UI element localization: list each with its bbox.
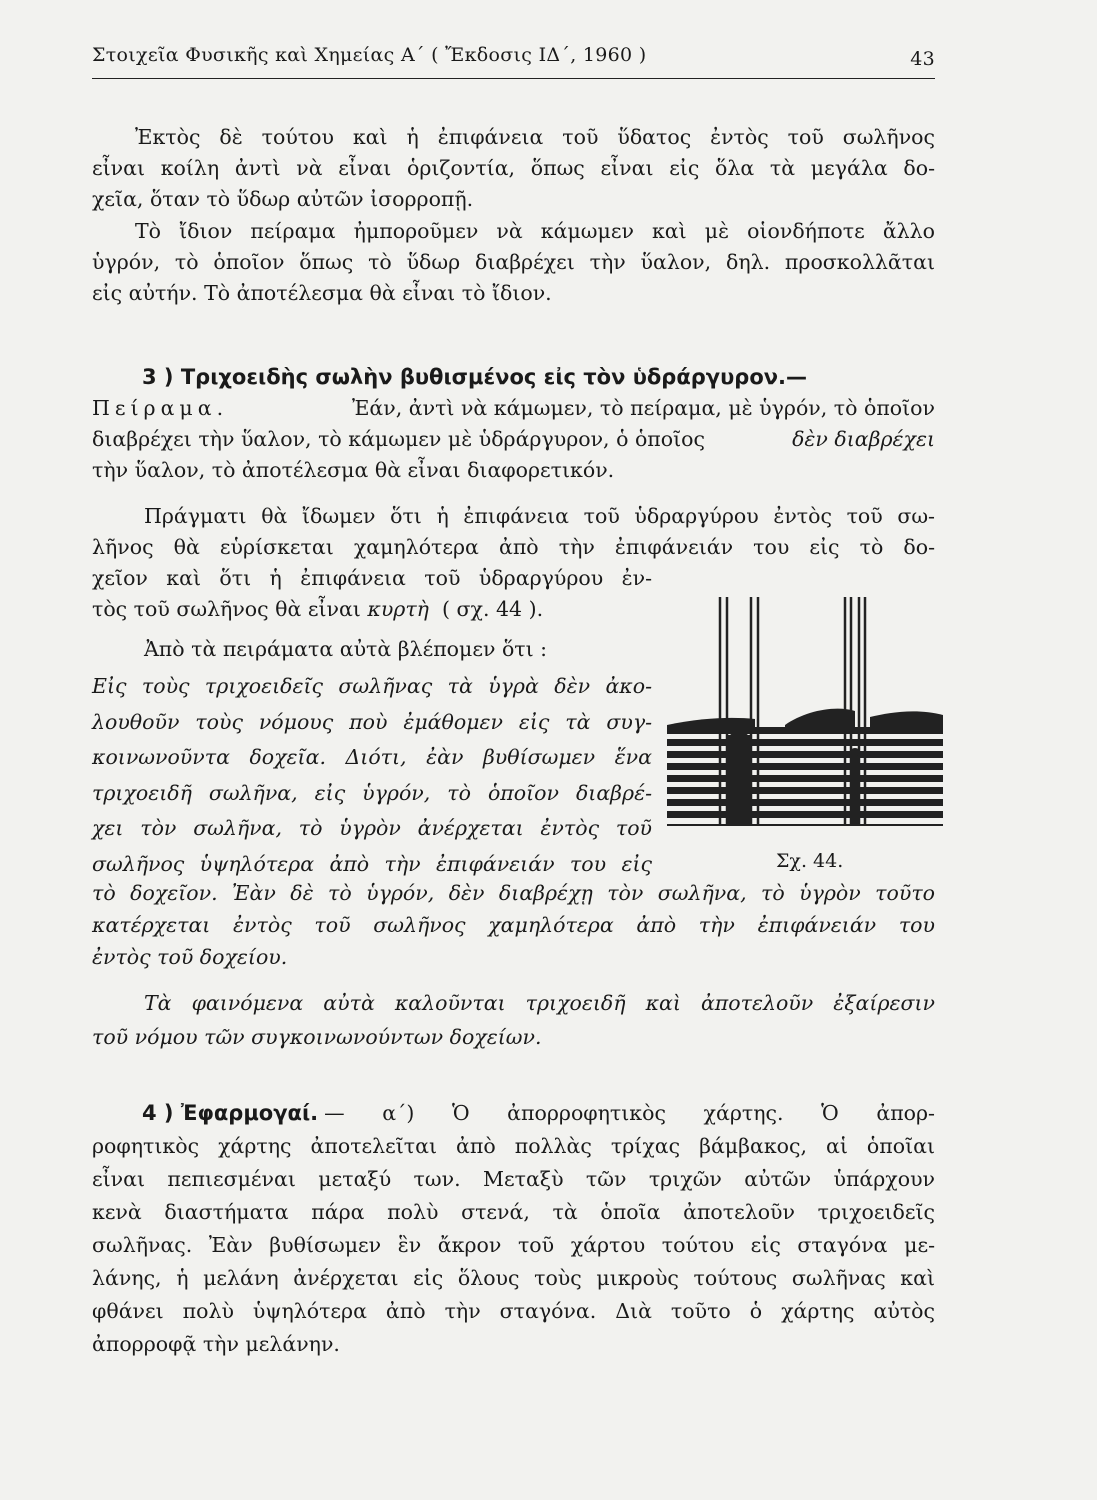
section-3-heading: 3 ) Τριχοειδὴς σωλὴν βυθισμένος εἰς τὸν ὑδράργυρον.—	[142, 365, 808, 389]
text-line: σωλῆνας. Ἐὰν βυθίσωμεν ἓν ἄκρον τοῦ χάρτου τούτου εἰς σταγόνα με-	[92, 1233, 935, 1257]
text-fragment: τὸς τοῦ σωλῆνος θὰ εἶναι	[92, 597, 361, 621]
italic-line: κατέρχεται ἐντὸς τοῦ σωλῆνος χαμηλότερα ἀπὸ τὴν ἐπιφάνειάν του	[92, 913, 935, 937]
paragraph-4-narrow	[92, 563, 652, 625]
italic-line: κοινωνοῦντα δοχεῖα. Διότι, ἐὰν βυθίσωμεν ἕνα	[92, 745, 652, 769]
text-fragment: διαβρέχει τὴν ὕαλον, τὸ κάμωμεν μὲ ὑδράργυρον, ὁ ὁποῖος	[92, 427, 705, 451]
text-line	[92, 1097, 935, 1130]
paragraph-4	[92, 501, 935, 563]
paragraph-1	[92, 122, 935, 215]
rule-statement-narrow	[92, 669, 652, 882]
text-line	[92, 424, 935, 455]
figure-44-capillary-mercury	[665, 585, 945, 855]
text-fragment: — α΄) Ὁ ἀπορροφητικὸς χάρτης. Ὁ ἀπορ-	[324, 1101, 935, 1125]
page-number: 43	[910, 48, 935, 70]
italic-word: κυρτὴ	[367, 597, 429, 621]
text-line: τὴν ὕαλον, τὸ ἀποτέλεσμα θὰ εἶναι διαφορετικόν.	[92, 458, 615, 482]
rule-statement-full	[92, 877, 935, 973]
italic-line: Εἰς τοὺς τριχοειδεῖς σωλῆνας τὰ ὑγρὰ δὲν ἀκο-	[92, 674, 652, 698]
text-line: ὑγρόν, τὸ ὁποῖον ὅπως τὸ ὕδωρ διαβρέχει τὴν ὕαλον, δηλ. προσκολλᾶται	[92, 250, 935, 274]
text-line: Πράγματι θὰ ἴδωμεν ὅτι ἡ ἐπιφάνεια τοῦ ὑδραργύρου ἐντὸς τοῦ σω-	[144, 504, 935, 528]
paragraph-6	[92, 986, 935, 1054]
wide-tube-mercury	[728, 735, 750, 825]
text-line: εἶναι πεπιεσμέναι μεταξύ των. Μεταξὺ τῶν τριχῶν αὐτῶν ὑπάρχουν	[92, 1167, 935, 1191]
text-fragment: Ἐάν, ἀντὶ νὰ κάμωμεν, τὸ πείραμα, μὲ ὑγρόν, τὸ ὁποῖον	[351, 396, 935, 420]
figure-reference: ( σχ. 44 ).	[442, 597, 544, 621]
narrow-tube-mercury	[852, 753, 858, 825]
header-rule	[92, 78, 935, 79]
italic-line: τριχοειδῆ σωλῆνα, εἰς ὑγρόν, τὸ ὁποῖον διαβρέ-	[92, 780, 652, 805]
text-line: χεῖον καὶ ὅτι ἡ ἐπιφάνεια τοῦ ὑδραργύρου ἐν-	[92, 566, 652, 590]
text-line: λάνης, ἡ μελάνη ἀνέρχεται εἰς ὅλους τοὺς μικροὺς τούτους σωλῆνας καὶ	[92, 1266, 935, 1290]
figure-caption: Σχ. 44.	[776, 850, 844, 872]
text-line: Ἐκτὸς δὲ τούτου καὶ ἡ ἐπιφάνεια τοῦ ὕδατος ἐντὸς τοῦ σωλῆνος	[135, 125, 935, 149]
italic-line: Τὰ φαινόμενα αὐτὰ καλοῦνται τριχοειδῆ καὶ ἀποτελοῦν ἐξαίρεσιν	[144, 991, 935, 1015]
text-line: λῆνος θὰ εὑρίσκεται χαμηλότερα ἀπὸ τὴν ἐπιφάνειάν του εἰς τὸ δο-	[92, 535, 935, 559]
book-title: Στοιχεῖα Φυσικῆς καὶ Χημείας Α΄ ( Ἔκδοσις ΙΔ΄, 1960 )	[92, 44, 647, 66]
italic-line: τὸ δοχεῖον. Ἐὰν δὲ τὸ ὑγρόν, δὲν διαβρέχῃ τὸν σωλῆνα, τὸ ὑγρὸν τοῦτο	[92, 881, 935, 905]
paragraph-2	[92, 216, 935, 309]
text-line: Ἀπὸ τὰ πειράματα αὐτὰ βλέπομεν ὅτι :	[144, 637, 548, 661]
text-line: κενὰ διαστήματα πάρα πολὺ στενά, τὰ ὁποῖα ἀποτελοῦν τριχοειδεῖς	[92, 1200, 935, 1224]
section-4-heading: 4 ) Ἐφαρμογαί.	[142, 1101, 319, 1125]
text-line: εἶναι κοίλη ἀντὶ νὰ εἶναι ὁριζοντία, ὅπως εἶναι εἰς ὅλα τὰ μεγάλα δο-	[92, 156, 935, 180]
narrow-tube-meniscus	[850, 748, 860, 756]
italic-fragment: δὲν διαβρέχει	[792, 427, 935, 451]
text-line: εἰς αὐτήν. Τὸ ἀποτέλεσμα θὰ εἶναι τὸ ἴδιον.	[92, 281, 552, 305]
mercury-vessel	[667, 709, 943, 818]
text-line	[92, 594, 652, 625]
italic-line: λουθοῦν τοὺς νόμους ποὺ ἐμάθομεν εἰς τὰ συγ-	[92, 709, 652, 734]
text-line: φθάνει πολὺ ὑψηλότερα ἀπὸ τὴν σταγόνα. Διὰ τοῦτο ὁ χάρτης αὐτὸς	[92, 1299, 935, 1323]
text-line: Τὸ ἴδιον πείραμα ἠμποροῦμεν νὰ κάμωμεν καὶ μὲ οἱονδήποτε ἄλλο	[135, 219, 935, 243]
text-line: χεῖα, ὅταν τὸ ὕδωρ αὐτῶν ἰσορροπῇ.	[92, 187, 474, 211]
italic-line: τοῦ νόμου τῶν συγκοινωνούντων δοχείων.	[92, 1025, 542, 1049]
italic-line: χει τὸν σωλῆνα, τὸ ὑγρὸν ἀνέρχεται ἐντὸς τοῦ	[92, 816, 652, 840]
experiment-label: Πείραμα.	[92, 396, 229, 420]
text-line	[92, 393, 935, 424]
italic-line: ἐντὸς τοῦ δοχείου.	[92, 945, 288, 969]
text-line: ἀπορροφᾷ τὴν μελάνην.	[92, 1332, 340, 1356]
italic-line: σωλῆνος ὑψηλότερα ἀπὸ τὴν ἐπιφάνειάν του εἰς	[92, 851, 652, 876]
paragraph-5	[92, 634, 652, 665]
section-4	[92, 1097, 935, 1361]
section-3	[92, 362, 935, 486]
text-line: ροφητικὸς χάρτης ἀποτελεῖται ἀπὸ πολλὰς τρίχας βάμβακος, αἱ ὁποῖαι	[92, 1134, 935, 1158]
running-header	[92, 40, 935, 76]
